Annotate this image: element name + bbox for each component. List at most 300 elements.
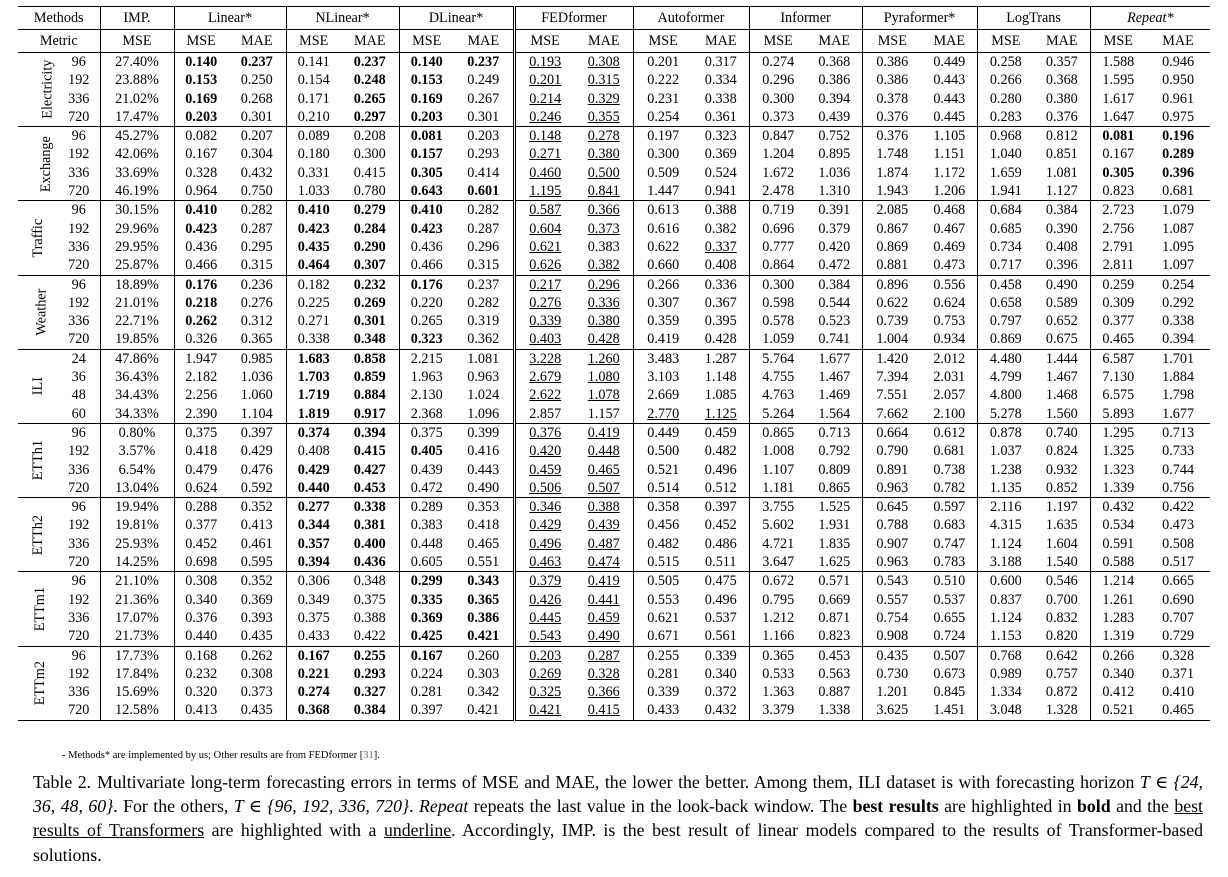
value-cell xyxy=(807,312,862,330)
value-cell xyxy=(228,646,286,665)
value-text: 0.724 xyxy=(933,628,966,645)
value-text: 0.254 xyxy=(647,108,680,125)
value-cell xyxy=(286,627,341,646)
value-cell xyxy=(454,405,514,424)
value-cell xyxy=(1146,90,1210,108)
value-text: 1.884 xyxy=(1162,369,1195,386)
value-text: 0.482 xyxy=(704,443,737,460)
table-row xyxy=(18,312,1210,330)
value-cell xyxy=(807,201,862,220)
imp-label: IMP. xyxy=(100,7,174,30)
metric-mae-6: MAE xyxy=(933,33,966,49)
value-text: 0.421 xyxy=(467,702,500,719)
value-text: 0.203 xyxy=(467,128,500,145)
value-cell xyxy=(749,108,807,127)
value-text: 0.193 xyxy=(529,54,562,70)
value-cell xyxy=(514,53,575,72)
value-cell xyxy=(807,294,862,312)
value-cell xyxy=(749,498,807,517)
value-text: 0.305 xyxy=(410,164,443,181)
value-text: 0.533 xyxy=(762,665,795,682)
value-text: 1.540 xyxy=(1045,554,1078,571)
value-text: 0.754 xyxy=(876,609,909,626)
value-text: 0.376 xyxy=(876,128,909,145)
value-text: 0.375 xyxy=(297,609,330,626)
value-text: 0.968 xyxy=(989,128,1022,145)
value-text: 0.466 xyxy=(410,257,443,274)
value-text: 0.176 xyxy=(410,276,443,293)
metric-mse-5: MSE xyxy=(749,30,807,53)
value-cell xyxy=(454,479,514,498)
value-text: 1.078 xyxy=(587,387,620,404)
value-cell xyxy=(174,368,228,386)
value-text: 1.672 xyxy=(762,164,795,181)
value-text: 0.265 xyxy=(410,313,443,330)
value-cell xyxy=(693,498,749,517)
value-cell xyxy=(749,609,807,627)
value-text: 1.941 xyxy=(989,183,1022,200)
value-cell xyxy=(575,71,633,89)
caption-s6: and the xyxy=(1110,796,1175,817)
value-cell xyxy=(977,182,1034,201)
value-text: 1.036 xyxy=(818,164,851,181)
value-cell xyxy=(454,535,514,553)
value-cell xyxy=(514,442,575,460)
value-cell xyxy=(454,516,514,534)
value-text: 1.201 xyxy=(876,684,909,701)
value-cell xyxy=(1034,609,1090,627)
value-cell xyxy=(454,238,514,256)
value-cell xyxy=(1090,405,1146,424)
value-cell xyxy=(514,665,575,683)
value-cell xyxy=(174,572,228,591)
value-text: 0.384 xyxy=(1045,202,1078,219)
value-text: 0.225 xyxy=(297,294,330,311)
value-cell xyxy=(693,312,749,330)
table-row xyxy=(18,256,1210,275)
value-cell xyxy=(1034,349,1090,368)
value-cell xyxy=(807,405,862,424)
value-text: 0.440 xyxy=(185,628,218,645)
value-cell xyxy=(633,609,693,627)
value-cell xyxy=(399,572,454,591)
value-cell xyxy=(807,442,862,460)
value-text: 0.237 xyxy=(353,54,386,70)
value-text: 0.140 xyxy=(185,54,218,70)
value-cell xyxy=(1034,572,1090,591)
value-text: 1.079 xyxy=(1162,202,1195,219)
value-text: 0.601 xyxy=(467,183,500,200)
value-text: 0.400 xyxy=(353,535,386,552)
imp-cell: 17.84% xyxy=(100,665,174,683)
value-text: 1.197 xyxy=(1045,499,1078,516)
value-cell xyxy=(286,145,341,163)
value-text: 0.420 xyxy=(529,443,562,460)
value-text: 0.797 xyxy=(989,313,1022,330)
value-cell xyxy=(228,201,286,220)
value-cell xyxy=(1034,627,1090,646)
value-cell xyxy=(228,609,286,627)
value-text: 0.543 xyxy=(876,573,909,590)
value-text: 0.082 xyxy=(185,128,218,145)
value-cell xyxy=(807,53,862,72)
value-text: 0.429 xyxy=(529,517,562,534)
footnote-ref[interactable]: 31 xyxy=(363,750,374,761)
value-cell xyxy=(633,442,693,460)
value-cell xyxy=(286,553,341,572)
value-cell xyxy=(514,349,575,368)
footnote-close: ]. xyxy=(373,750,380,761)
value-cell xyxy=(341,535,399,553)
value-text: 0.858 xyxy=(353,350,386,367)
value-cell xyxy=(399,349,454,368)
value-cell xyxy=(174,312,228,330)
imp-cell: 12.58% xyxy=(100,701,174,720)
value-cell xyxy=(286,423,341,442)
value-cell xyxy=(514,145,575,163)
value-text: 0.197 xyxy=(647,128,680,145)
value-text: 0.788 xyxy=(876,517,909,534)
value-text: 0.293 xyxy=(467,146,500,163)
value-cell xyxy=(749,164,807,182)
value-text: 0.282 xyxy=(467,294,500,311)
caption-s3: . xyxy=(409,796,419,817)
value-text: 0.466 xyxy=(185,257,218,274)
value-text: 0.645 xyxy=(876,499,909,516)
value-cell xyxy=(862,405,922,424)
value-text: 0.357 xyxy=(297,535,330,552)
value-text: 0.551 xyxy=(467,554,500,571)
value-cell xyxy=(1146,461,1210,479)
value-cell xyxy=(399,182,454,201)
value-text: 1.604 xyxy=(1045,535,1078,552)
value-cell xyxy=(286,330,341,349)
value-cell xyxy=(1034,498,1090,517)
value-cell xyxy=(862,553,922,572)
value-cell xyxy=(693,127,749,146)
value-text: 0.410 xyxy=(410,202,443,219)
value-text: 0.307 xyxy=(647,294,680,311)
value-text: 1.261 xyxy=(1102,591,1135,608)
value-text: 0.281 xyxy=(647,665,680,682)
value-text: 1.677 xyxy=(818,350,851,367)
value-cell xyxy=(174,701,228,720)
value-cell xyxy=(862,572,922,591)
value-cell xyxy=(575,256,633,275)
value-text: 0.326 xyxy=(185,331,218,348)
value-cell xyxy=(1090,516,1146,534)
value-cell xyxy=(341,330,399,349)
value-cell xyxy=(1090,145,1146,163)
value-text: 0.537 xyxy=(704,609,737,626)
imp-cell: 15.69% xyxy=(100,683,174,701)
value-text: 0.878 xyxy=(989,424,1022,441)
value-cell xyxy=(514,609,575,627)
value-text: 0.895 xyxy=(818,146,851,163)
value-cell xyxy=(633,108,693,127)
value-text: 0.359 xyxy=(647,313,680,330)
value-text: 0.374 xyxy=(297,424,330,441)
value-text: 0.865 xyxy=(818,479,851,496)
value-text: 0.475 xyxy=(704,573,737,590)
value-text: 0.232 xyxy=(353,276,386,293)
value-cell xyxy=(341,572,399,591)
horizon-cell: 96 xyxy=(58,646,100,665)
value-cell xyxy=(399,442,454,460)
value-text: 1.677 xyxy=(1162,405,1195,422)
value-cell xyxy=(1146,386,1210,404)
horizon-cell: 720 xyxy=(68,554,90,571)
value-cell xyxy=(977,591,1034,609)
value-text: 0.335 xyxy=(410,591,443,608)
value-text: 0.436 xyxy=(353,554,386,571)
value-text: 1.124 xyxy=(989,609,1022,626)
value-cell xyxy=(693,646,749,665)
value-cell xyxy=(922,294,977,312)
dataset-name: Weather xyxy=(33,288,50,336)
value-cell xyxy=(1146,516,1210,534)
value-text: 0.487 xyxy=(587,535,620,552)
value-text: 2.031 xyxy=(933,369,966,386)
horizon-cell: 96 xyxy=(58,53,100,72)
value-text: 0.380 xyxy=(587,146,620,163)
value-text: 0.917 xyxy=(353,405,386,422)
value-cell xyxy=(286,182,341,201)
imp-cell: 17.07% xyxy=(100,609,174,627)
value-text: 2.669 xyxy=(647,387,680,404)
value-cell xyxy=(977,386,1034,404)
value-cell xyxy=(174,90,228,108)
value-text: 0.621 xyxy=(647,609,680,626)
value-cell xyxy=(693,90,749,108)
value-cell xyxy=(749,516,807,534)
value-cell xyxy=(1146,349,1210,368)
value-cell xyxy=(1090,256,1146,275)
value-cell xyxy=(693,423,749,442)
value-cell xyxy=(922,442,977,460)
value-text: 0.259 xyxy=(1102,276,1135,293)
value-text: 0.420 xyxy=(818,238,851,255)
value-cell xyxy=(286,461,341,479)
value-cell xyxy=(454,201,514,220)
value-text: 0.432 xyxy=(704,702,737,719)
value-text: 0.453 xyxy=(353,479,386,496)
horizon-cell: 720 xyxy=(68,257,90,274)
value-cell xyxy=(862,312,922,330)
value-cell xyxy=(977,683,1034,701)
value-cell xyxy=(1034,53,1090,72)
value-text: 0.297 xyxy=(353,108,386,125)
value-text: 0.373 xyxy=(240,684,273,701)
value-cell xyxy=(341,220,399,238)
value-cell xyxy=(454,627,514,646)
value-text: 0.756 xyxy=(1162,479,1195,496)
value-text: 0.210 xyxy=(297,108,330,125)
dataset-label xyxy=(18,275,58,349)
value-text: 1.040 xyxy=(989,146,1022,163)
value-cell xyxy=(341,238,399,256)
value-text: 0.169 xyxy=(410,90,443,107)
value-cell xyxy=(749,145,807,163)
value-cell xyxy=(862,53,922,72)
value-cell xyxy=(341,164,399,182)
value-cell xyxy=(749,256,807,275)
value-cell xyxy=(1034,330,1090,349)
value-cell xyxy=(228,368,286,386)
value-text: 0.707 xyxy=(1162,609,1195,626)
horizon-cell: 96 xyxy=(58,127,100,146)
value-text: 0.329 xyxy=(587,90,620,107)
value-cell xyxy=(1146,646,1210,665)
value-text: 0.589 xyxy=(1045,294,1078,311)
value-cell xyxy=(1034,386,1090,404)
value-cell xyxy=(693,53,749,72)
value-text: 1.124 xyxy=(989,535,1022,552)
imp-cell: 13.04% xyxy=(100,479,174,498)
value-cell xyxy=(1034,479,1090,498)
value-cell xyxy=(341,665,399,683)
value-cell xyxy=(228,701,286,720)
value-text: 0.713 xyxy=(818,424,851,441)
value-text: 0.395 xyxy=(704,313,737,330)
footnote xyxy=(62,750,380,761)
value-cell xyxy=(514,275,575,294)
horizon-cell: 192 xyxy=(68,591,90,608)
value-cell xyxy=(1034,312,1090,330)
value-text: 0.277 xyxy=(297,499,330,516)
value-cell xyxy=(693,330,749,349)
value-cell xyxy=(922,498,977,517)
value-text: 0.500 xyxy=(647,443,680,460)
value-text: 0.304 xyxy=(240,146,273,163)
imp-cell: 14.25% xyxy=(100,553,174,572)
value-cell xyxy=(514,294,575,312)
value-text: 2.057 xyxy=(933,387,966,404)
table-row xyxy=(18,368,1210,386)
table-row xyxy=(18,479,1210,498)
value-cell xyxy=(922,145,977,163)
value-cell xyxy=(341,368,399,386)
model-dlinear: DLinear* xyxy=(399,7,514,30)
value-cell xyxy=(575,701,633,720)
value-text: 5.264 xyxy=(762,405,795,422)
value-cell xyxy=(862,90,922,108)
value-text: 0.203 xyxy=(410,108,443,125)
value-cell xyxy=(922,646,977,665)
value-cell xyxy=(454,701,514,720)
table-row xyxy=(18,71,1210,89)
value-cell xyxy=(228,164,286,182)
value-text: 0.841 xyxy=(587,183,620,200)
value-cell xyxy=(807,479,862,498)
value-text: 0.459 xyxy=(529,461,562,478)
value-text: 0.340 xyxy=(704,665,737,682)
value-text: 0.289 xyxy=(410,499,443,516)
value-text: 0.376 xyxy=(185,609,218,626)
value-cell xyxy=(399,479,454,498)
value-text: 1.363 xyxy=(762,684,795,701)
value-text: 0.456 xyxy=(647,517,680,534)
imp-cell: 30.15% xyxy=(100,201,174,220)
value-text: 1.931 xyxy=(818,517,851,534)
value-cell xyxy=(693,461,749,479)
value-cell xyxy=(286,479,341,498)
value-text: 0.352 xyxy=(240,573,273,590)
value-text: 0.790 xyxy=(876,443,909,460)
value-text: 0.439 xyxy=(818,108,851,125)
value-cell xyxy=(922,479,977,498)
value-cell xyxy=(1034,145,1090,163)
value-cell xyxy=(286,591,341,609)
value-cell xyxy=(454,220,514,238)
value-text: 0.432 xyxy=(1102,499,1135,516)
horizon-cell: 336 xyxy=(68,609,90,626)
value-cell xyxy=(575,201,633,220)
value-cell xyxy=(341,627,399,646)
value-cell xyxy=(1146,423,1210,442)
value-cell xyxy=(1090,90,1146,108)
value-text: 2.811 xyxy=(1102,257,1135,274)
value-text: 0.266 xyxy=(1102,647,1135,664)
value-text: 0.867 xyxy=(876,220,909,237)
value-text: 0.397 xyxy=(410,702,443,719)
value-cell xyxy=(228,535,286,553)
value-cell xyxy=(693,572,749,591)
value-cell xyxy=(514,498,575,517)
value-cell xyxy=(1146,220,1210,238)
value-cell xyxy=(749,591,807,609)
value-cell xyxy=(454,386,514,404)
value-cell xyxy=(228,572,286,591)
value-text: 0.375 xyxy=(353,591,386,608)
value-text: 0.433 xyxy=(297,628,330,645)
horizon-cell: 336 xyxy=(68,238,90,255)
value-text: 0.752 xyxy=(818,128,851,145)
value-text: 0.422 xyxy=(353,628,386,645)
value-cell xyxy=(922,516,977,534)
value-text: 0.479 xyxy=(185,461,218,478)
value-cell xyxy=(341,349,399,368)
value-cell xyxy=(1146,312,1210,330)
value-cell xyxy=(807,368,862,386)
value-cell xyxy=(693,665,749,683)
value-cell xyxy=(862,498,922,517)
value-cell xyxy=(575,461,633,479)
value-cell xyxy=(749,312,807,330)
value-cell xyxy=(399,646,454,665)
value-cell xyxy=(693,349,749,368)
metric-mae-4: MAE xyxy=(704,33,737,49)
value-cell xyxy=(807,238,862,256)
value-text: 0.176 xyxy=(185,276,218,293)
value-text: 0.423 xyxy=(297,220,330,237)
value-cell xyxy=(1090,294,1146,312)
value-cell xyxy=(454,423,514,442)
value-text: 1.008 xyxy=(762,443,795,460)
value-cell xyxy=(286,442,341,460)
metric-mse-2: MSE xyxy=(399,30,454,53)
caption-math2: T ∈ {96, 192, 336, 720} xyxy=(233,796,410,817)
imp-cell: 45.27% xyxy=(100,127,174,146)
value-text: 1.097 xyxy=(1162,257,1195,274)
value-text: 0.382 xyxy=(587,257,620,274)
value-cell xyxy=(1090,368,1146,386)
value-cell xyxy=(228,90,286,108)
value-text: 1.105 xyxy=(933,128,966,145)
value-cell xyxy=(922,461,977,479)
value-cell xyxy=(399,127,454,146)
value-cell xyxy=(575,535,633,553)
